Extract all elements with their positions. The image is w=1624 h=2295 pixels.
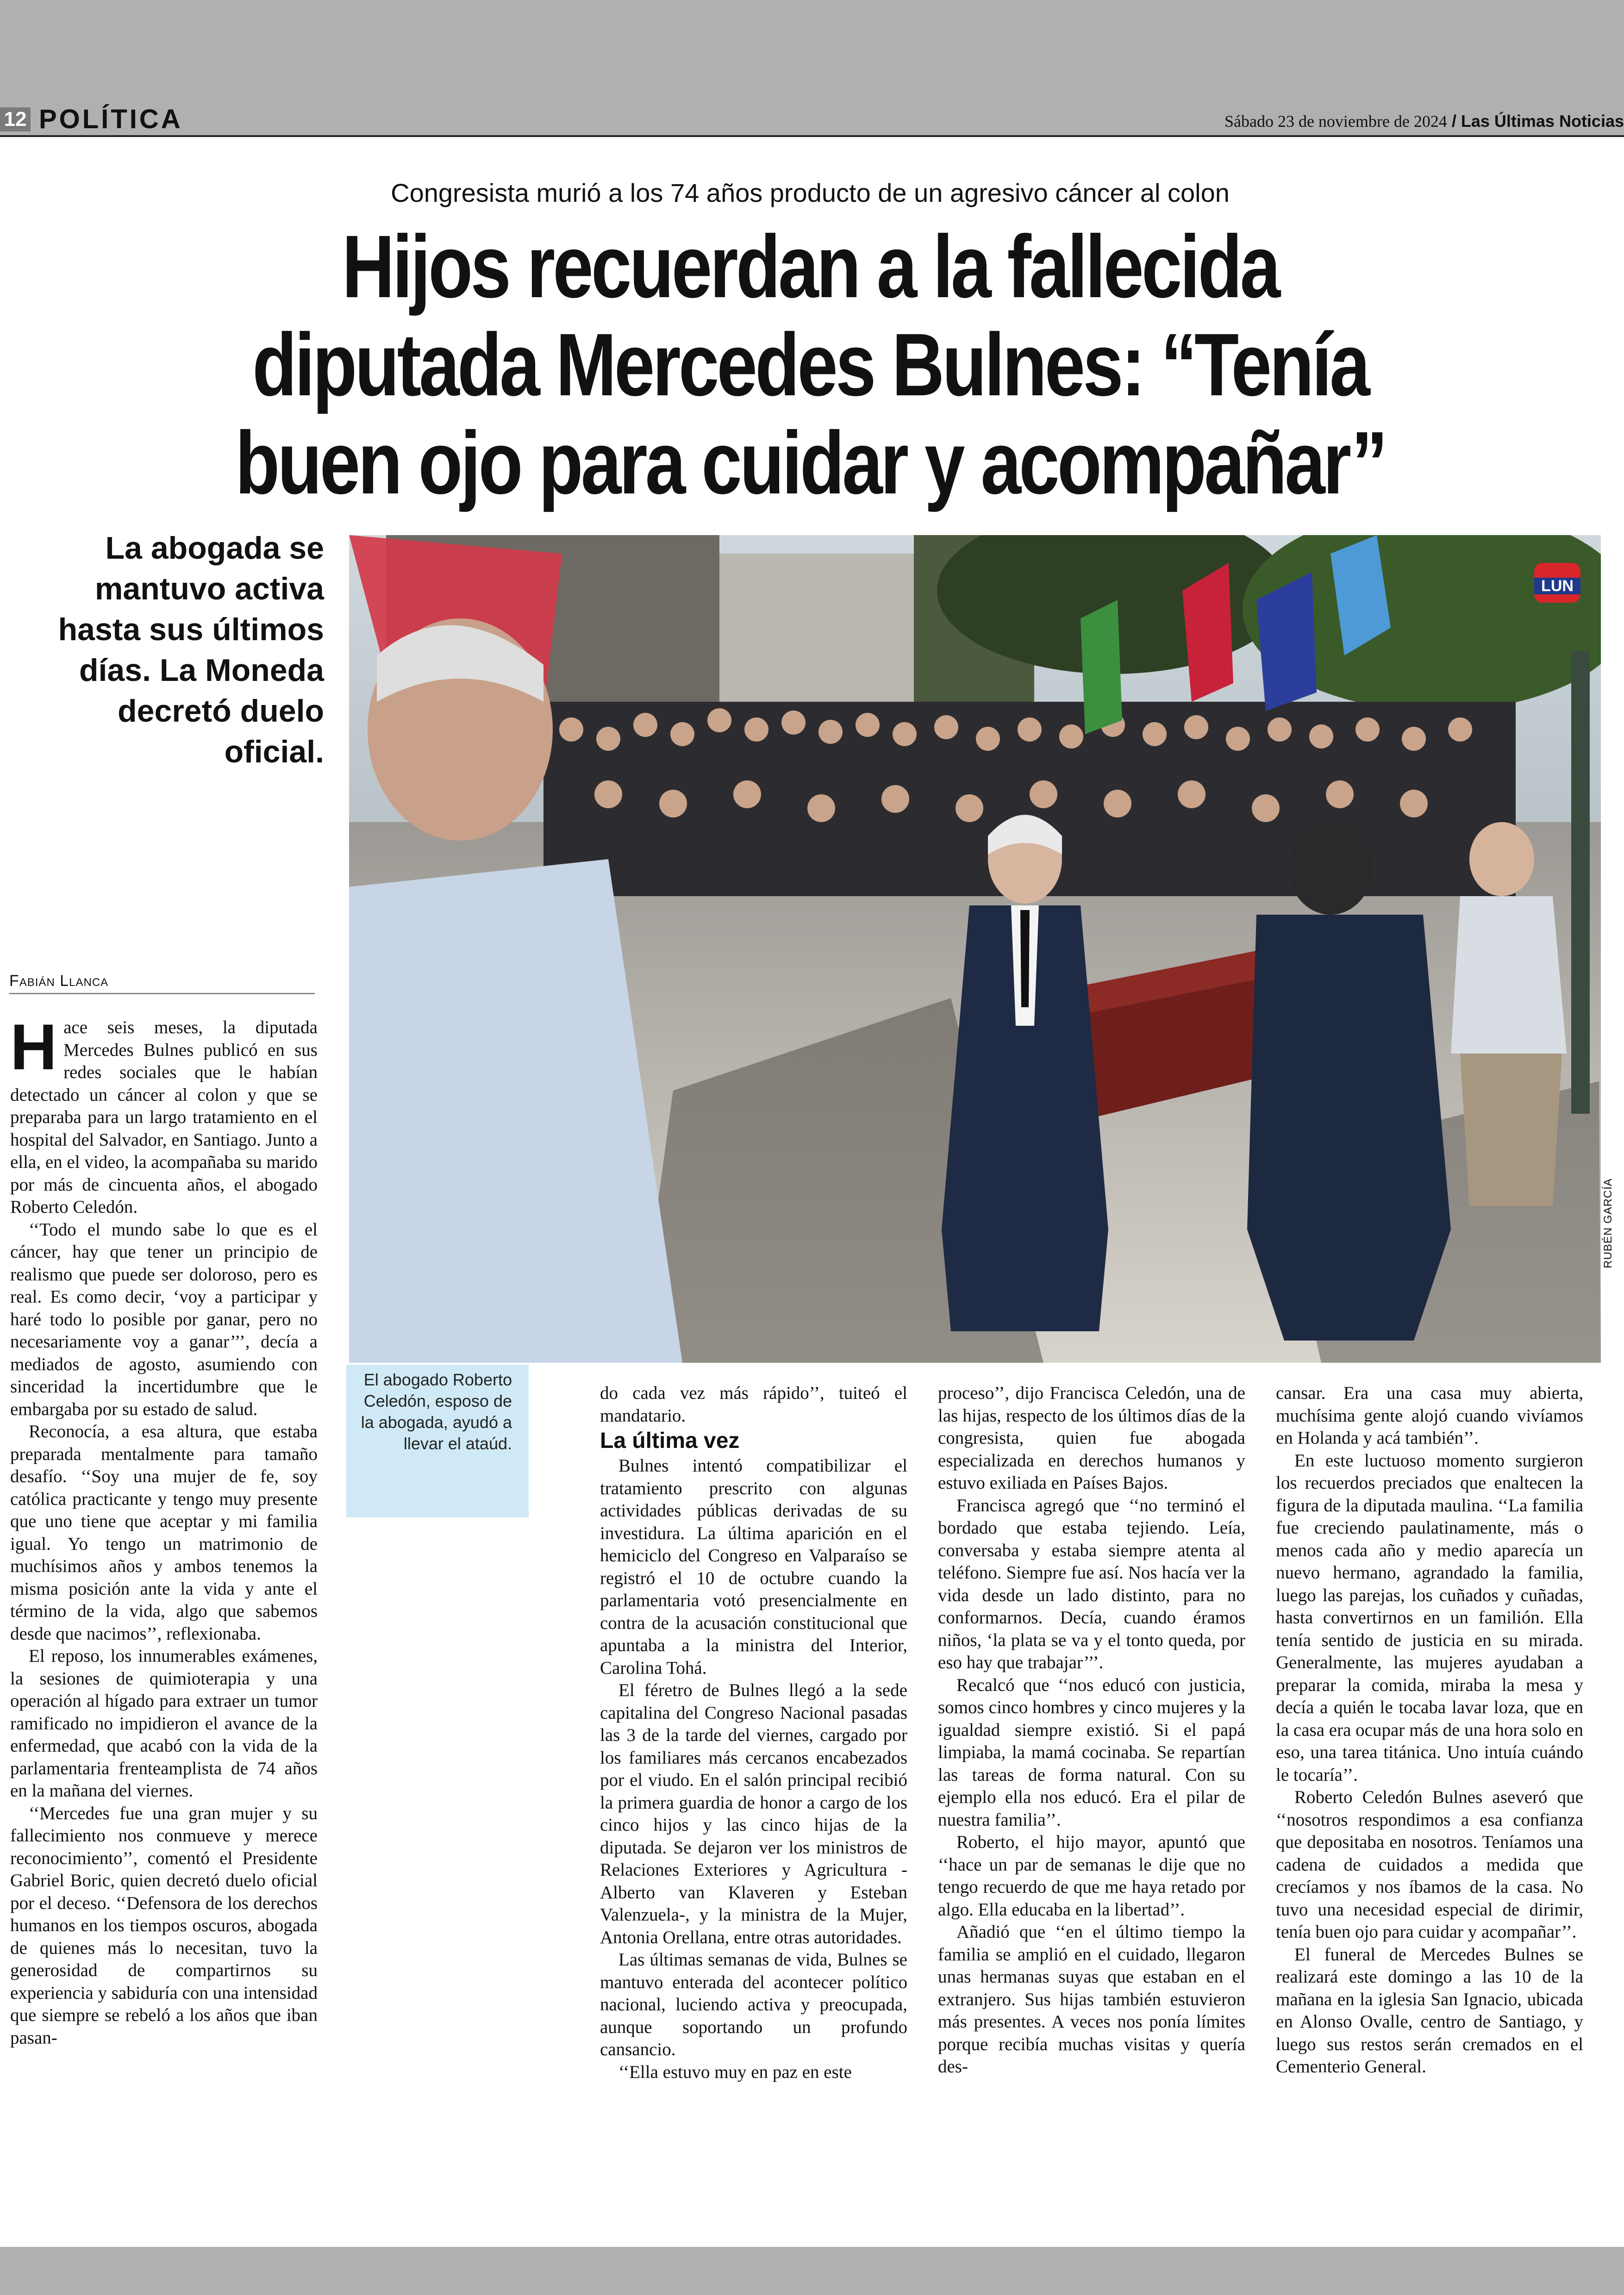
paragraph: Roberto, el hijo mayor, apuntó que ‘‘hace un par de semanas le dije que no tengo recuerdo de que me haya retado por algo. Ella educaba en la libertad’’.: [938, 1832, 1245, 1920]
article-column-1: [10, 1010, 318, 2049]
paragraph: El féretro de Bulnes llegó a la sede capitalina del Congreso Nacional pasadas las 3 de la tarde del viernes, cargado por los familiares más cercanos encabezados por el viudo. En el salón principal recibió la primera guardia de honor a cargo de los cinco hijos y las cinco hijas de la diputada. Se dejaron ver los ministros de Relaciones Exteriores y Agricultura -Alberto van Klaveren y Esteban Valenzuela-, y la ministra de la Mujer, Antonia Orellana, entre otras autoridades.: [600, 1680, 907, 1947]
paragraph: Francisca agregó que ‘‘no terminó el bordado que estaba tejiendo. Leía, conversaba y estaba siempre atenta al teléfono. Siempre fue así. Nos hacía ver la vida desde un lado distinto, para no conformarnos. Decía, cuando éramos niños, ‘la plata se va y el tonto queda, por eso hay que trabajar’’’.: [938, 1495, 1245, 1672]
paragraph: cansar. Era una casa muy abierta, muchísima gente alojó cuando vivíamos en Holanda y acá también’’.: [1276, 1383, 1583, 1448]
paragraph: Añadió que ‘‘en el último tiempo la familia se amplió en el cuidado, llegaron unas hermanas suyas que estaban en el extranjero. Sus hijas también estuvieron más presentes. A veces nos ponía límites porque recibía muchas visitas y quería des-: [938, 1922, 1245, 2077]
paragraph: Las últimas semanas de vida, Bulnes se mantuvo enterada del acontecer político nacional, luciendo activa y preocupada, aunque soportando un profundo cansancio.: [600, 1950, 907, 2059]
paragraph: do cada vez más rápido’’, tuiteó el mandatario.: [600, 1383, 907, 1426]
paragraph: El funeral de Mercedes Bulnes se realizará este domingo a las 10 de la mañana en la iglesia San Ignacio, ubicada en Alonso Ovalle, centro de Santiago, y luego sus restos serán cremados en el Cementerio General.: [1276, 1944, 1583, 2077]
photo-caption: El abogado Roberto Celedón, esposo de la abogada, ayudó a llevar el ataúd.: [361, 1370, 512, 1453]
paragraph: ‘‘Ella estuvo muy en paz en este: [618, 2062, 852, 2082]
paragraph-text: ace seis meses, la diputada Mercedes Bulnes publicó en sus redes sociales que le habían detectado un cáncer al colon y que se preparaba para un largo tratamiento en el hospital del Salvador, en Santiago. Junto a ella, en el video, la acompañaba su marido por más de cincuenta años, el abogado Roberto Celedón.: [10, 1017, 318, 1217]
paragraph: proceso’’, dijo Francisca Celedón, una de las hijas, respecto de los últimos días de la congresista, quien fue abogada especializada en derechos humanos y estuvo exiliada en Países Bajos.: [938, 1383, 1245, 1493]
paragraph: ‘‘Mercedes fue una gran mujer y su fallecimiento nos conmueve y merece reconocimiento’’, comentó el Presidente Gabriel Boric, quien decretó duelo oficial por el deceso. ‘‘Defensora de los derechos humanos en los tiempos oscuros, abogada de quienes más lo necesitan, tuvo la generosidad de compartirnos su experiencia y sabiduría con una intensidad que siempre se rebeló a los años que iban pasan-: [10, 1803, 318, 2048]
paragraph: Recalcó que ‘‘nos educó con justicia, somos cinco hombres y cinco mujeres y la igualdad siempre existió. Si el papá limpiaba, la mamá cocinaba. Se repartían las tareas de forma natural. Con su ejemplo ella nos educó. Era el pilar de nuestra familia’’.: [938, 1675, 1245, 1830]
byline: Fabián Llanca: [9, 972, 315, 994]
dateline-separator: /: [1447, 112, 1461, 131]
photo-illustration: [349, 535, 1601, 1363]
article-column-4: [1276, 1382, 1583, 2078]
photo-credit: RUBÉN GARCÍA: [1602, 1178, 1614, 1268]
funeral-photo: [349, 535, 1601, 1363]
article-headline: Hijos recuerdan a la fallecida diputada Mercedes Bulnes: ‘‘Tenía buen ojo para cuidar y acompañar’’: [235, 217, 1385, 512]
paragraph: ‘‘Todo el mundo sabe lo que es el cáncer, hay que tener un principio de realismo que puede ser doloroso, pero es real. Es como decir, ‘voy a participar y haré todo lo posible por ganar, pero no necesariamente voy a ganar’’’, decía a mediados de agosto, asumiendo con sinceridad la incertidumbre que le embargaba por su estado de salud.: [10, 1219, 318, 1419]
drop-cap: H: [10, 1010, 57, 1083]
subheading: La última vez: [600, 1428, 740, 1453]
paragraph: El reposo, los innumerables exámenes, la sesiones de quimioterapia y una operación al hígado para extraer un tumor ramificado no impidieron el avance de la enfermedad, que acabó con la vida de la parlamentaria frenteamplista de 74 años en la mañana del viernes.: [10, 1646, 318, 1801]
paragraph: Roberto Celedón Bulnes aseveró que ‘‘nosotros respondimos a esa confianza que depositaba en nosotros. Teníamos una cadena de cuidados a medida que crecíamos y nos íbamos de la casa. No tuvo una necesidad especial de dirimir, tenía buen ojo para cuidar y acompañar’’.: [1276, 1787, 1583, 1942]
header-rule: [0, 135, 1624, 137]
page-number: 12: [0, 107, 31, 131]
article-column-3: [938, 1382, 1245, 2078]
article-column-2: [600, 1382, 907, 2083]
section-title: POLÍTICA: [39, 104, 183, 134]
paragraph: En este luctuoso momento surgieron los recuerdos preciados que enaltecen la figura de la diputada maulina. ‘‘La familia fue creciendo paulatinamente, más o menos cada año y medio aparecía un nuevo hermano, agrandado la familia, luego las parejas, los cuñados y cuñadas, hasta convertirnos en un familión. Ella tenía sentido de justicia en su mirada. Generalmente, las mujeres ayudaban a preparar la comida, miraba la mesa y decía a quién le tocaba lavar loza, que en la casa era ocupar más de una hora solo en eso, una tarea titánica. Uno intuía cuándo le tocaría’’.: [1276, 1450, 1583, 1785]
dateline: [1224, 111, 1624, 131]
publication-name: Las Últimas Noticias: [1461, 112, 1624, 131]
paragraph: Reconocía, a esa altura, que estaba preparada mentalmente para tamaño desafío. ‘‘Soy una mujer de fe, soy católica practicante y tengo muy presente que uno tiene que aceptar y mi familia igual. Yo tengo un matrimonio de muchísimos años y ambos tenemos la misma posición ante la vida y ante el término de la vida, algo que sabemos desde que nacimos’’, reflexionaba.: [10, 1422, 318, 1644]
paragraph: [10, 1010, 318, 1219]
lun-logo-text: LUN: [1541, 577, 1574, 595]
article-dek: La abogada se mantuvo activa hasta sus últimos días. La Moneda decretó duelo oficial.: [58, 530, 324, 769]
paragraph: Bulnes intentó compatibilizar el tratamiento prescrito con algunas actividades públicas derivadas de su investidura. La última aparición en el hemiciclo del Congreso en Valparaíso se registró el 10 de octubre cuando la parlamentaria votó presencialmente en contra de la acusación constitucional que apuntaba a la ministra del Interior, Carolina Tohá.: [600, 1456, 907, 1678]
article-kicker: Congresista murió a los 74 años producto de un agresivo cáncer al colon: [391, 178, 1230, 207]
lun-logo: [1534, 563, 1580, 603]
issue-date: Sábado 23 de noviembre de 2024: [1224, 112, 1447, 131]
green-flag: [1081, 600, 1122, 734]
